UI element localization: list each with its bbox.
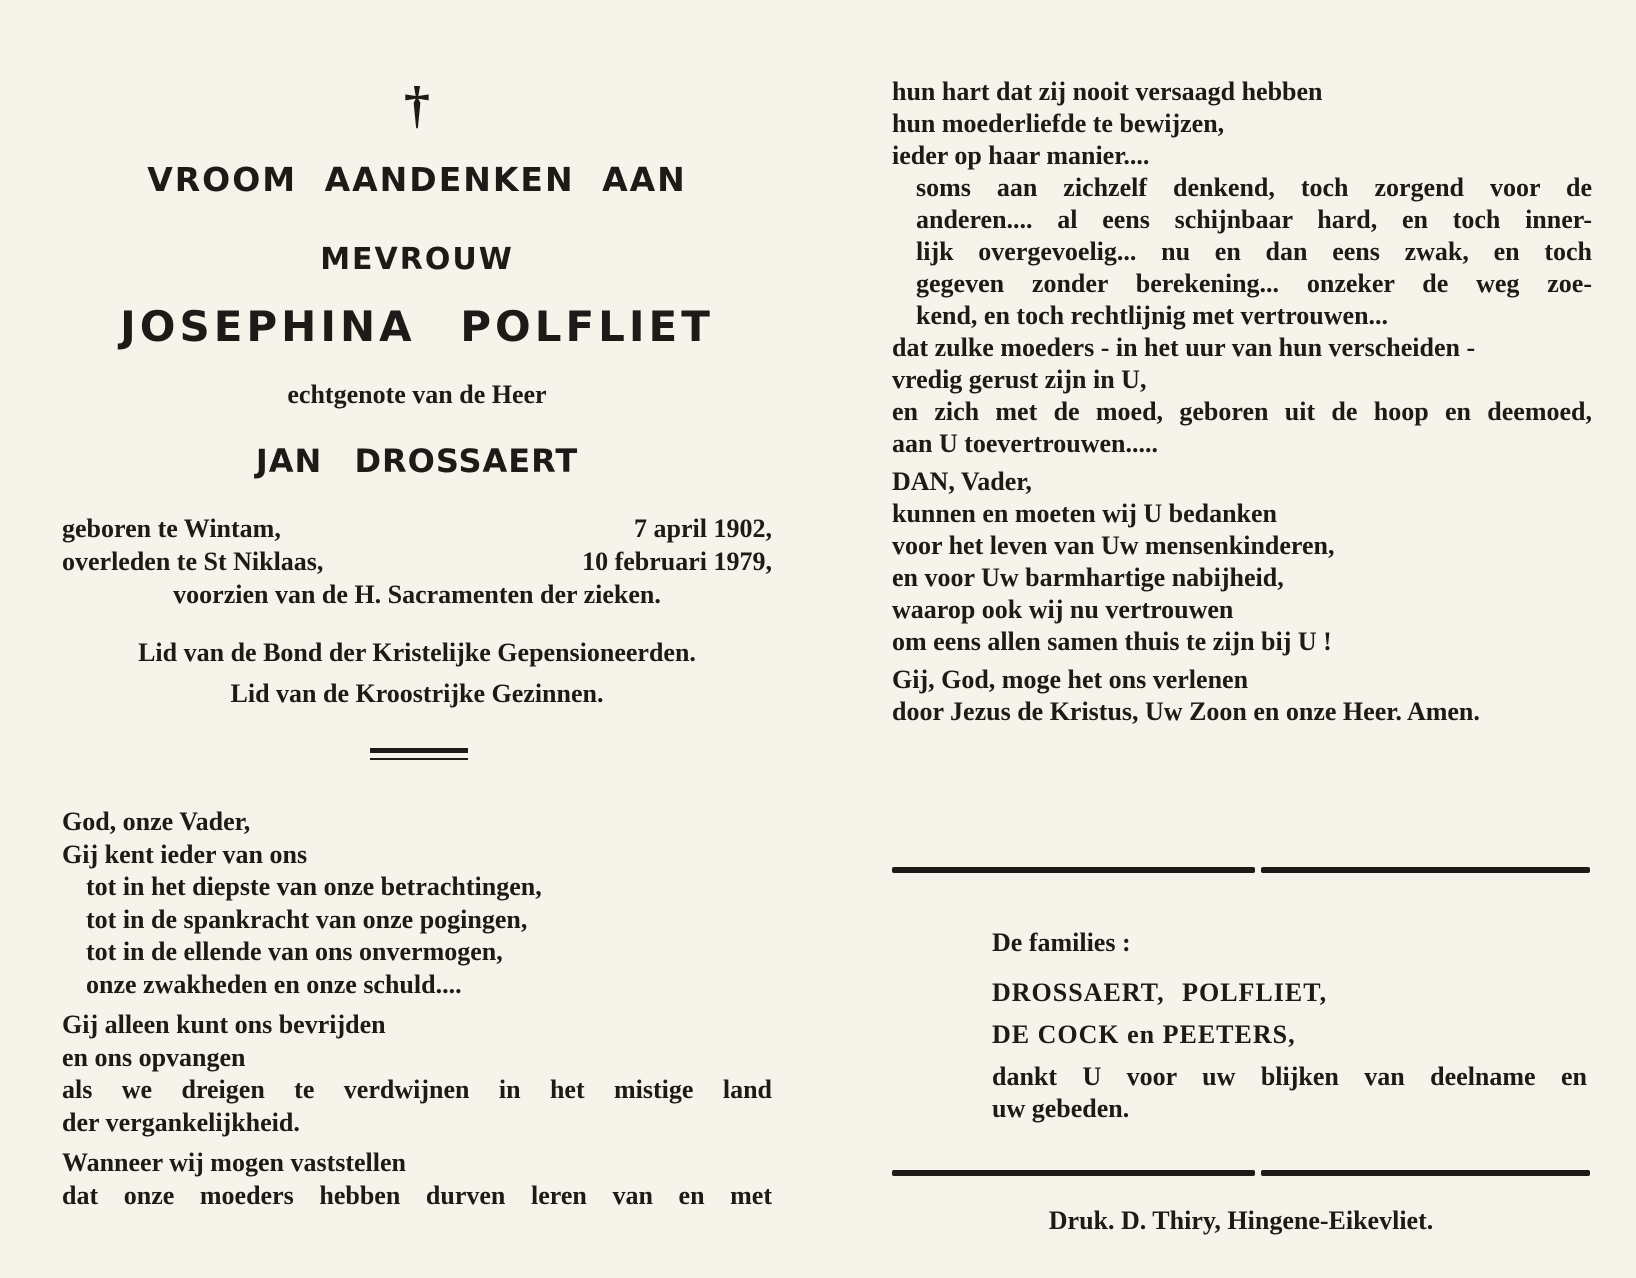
deceased-name: JOSEPHINA POLFLIET bbox=[120, 302, 714, 351]
death-place: overleden te St Niklaas, bbox=[62, 547, 324, 576]
families-intro: De families : bbox=[992, 928, 1131, 957]
prayer-line: tot in het diepste van onze betrachtingen, bbox=[86, 872, 542, 901]
prayer-line: aan U toevertrouwen..... bbox=[892, 429, 1158, 458]
prayer-line: en ons opvangen bbox=[62, 1042, 246, 1072]
prayer-line: om eens allen samen thuis te zijn bij U ! bbox=[892, 627, 1332, 656]
salutation: MEVROUW bbox=[320, 242, 514, 277]
card-title: VROOM AANDENKEN AAN bbox=[147, 160, 687, 199]
prayer-line: der vergankelijkheid. bbox=[62, 1107, 300, 1137]
section-rule bbox=[892, 1170, 1590, 1176]
prayer-left bbox=[62, 806, 772, 1212]
family-names-2: DE COCK en PEETERS, bbox=[992, 1020, 1296, 1049]
prayer-line: als we dreigen te verdwijnen in het mistige land bbox=[62, 1075, 772, 1104]
prayer-line: dat zulke moeders - in het uur van hun verscheiden - bbox=[892, 333, 1476, 362]
prayer-line: en voor Uw barmhartige nabijheid, bbox=[892, 563, 1284, 592]
family-names-1: DROSSAERT, POLFLIET, bbox=[992, 978, 1328, 1007]
prayer-line: ieder op haar manier.... bbox=[892, 141, 1150, 170]
prayer-line: hun hart dat zij nooit versaagd hebben bbox=[892, 77, 1323, 106]
prayer-line: Gij, God, moge het ons verlenen bbox=[892, 665, 1249, 694]
prayer-line: hun moederliefde te bewijzen, bbox=[892, 109, 1225, 138]
death-date: 10 februari 1979, bbox=[582, 547, 772, 576]
thanks-line-2: uw gebeden. bbox=[992, 1094, 1130, 1123]
prayer-line: onze zwakheden en onze schuld.... bbox=[86, 969, 462, 999]
prayer-line: Wanneer wij mogen vaststellen bbox=[62, 1148, 406, 1177]
spouse-intro: echtgenote van de Heer bbox=[287, 380, 547, 409]
prayer-line: door Jezus de Kristus, Uw Zoon en onze Heer. Amen. bbox=[892, 697, 1480, 726]
membership-line-2: Lid van de Kroostrijke Gezinnen. bbox=[230, 679, 604, 708]
prayer-right bbox=[892, 76, 1592, 728]
printer-credit: Druk. D. Thiry, Hingene-Eikevliet. bbox=[1048, 1206, 1434, 1235]
prayer-line: God, onze Vader, bbox=[62, 807, 251, 836]
prayer-line: voor het leven van Uw mensenkinderen, bbox=[892, 531, 1335, 560]
prayer-line: tot in de spankracht van onze pogingen, bbox=[86, 904, 528, 934]
sacraments-line: voorzien van de H. Sacramenten der zieken. bbox=[173, 580, 661, 609]
prayer-line: kend, en toch rechtlijnig met vertrouwen... bbox=[916, 301, 1389, 330]
prayer-line: lijk overgevoelig... nu en dan eens zwak, en toch bbox=[916, 237, 1592, 266]
prayer-line: tot in de ellende van ons onvermogen, bbox=[86, 937, 503, 966]
prayer-line: en zich met de moed, geboren uit de hoop en deemoed, bbox=[892, 397, 1592, 426]
prayer-line: DAN, Vader, bbox=[892, 467, 1032, 496]
prayer-line: Gij alleen kunt ons bevrijden bbox=[62, 1010, 386, 1039]
cross-icon: † bbox=[404, 77, 430, 134]
spouse-name: JAN DROSSAERT bbox=[255, 442, 579, 480]
prayer-line: soms aan zichzelf denkend, toch zorgend voor de bbox=[916, 173, 1592, 202]
thanks-line-1: dankt U voor uw blijken van deelname en bbox=[992, 1062, 1587, 1091]
prayer-line: waarop ook wij nu vertrouwen bbox=[892, 595, 1234, 624]
section-rule bbox=[892, 867, 1590, 873]
prayer-line: kunnen en moeten wij U bedanken bbox=[892, 499, 1278, 528]
ornamental-divider bbox=[370, 748, 468, 760]
birth-place: geboren te Wintam, bbox=[62, 514, 281, 543]
membership-line-1: Lid van de Bond der Kristelijke Gepensioneerden. bbox=[138, 638, 696, 667]
right-panel bbox=[892, 70, 1592, 1250]
prayer-line: vredig gerust zijn in U, bbox=[892, 365, 1147, 394]
prayer-line: gegeven zonder berekening... onzeker de weg zoe- bbox=[916, 269, 1592, 298]
left-panel bbox=[62, 70, 772, 1250]
prayer-line: anderen.... al eens schijnbaar hard, en toch inner- bbox=[916, 205, 1592, 234]
prayer-line: Gij kent ieder van ons bbox=[62, 839, 308, 869]
prayer-line: dat onze moeders hebben durven leren van en met bbox=[62, 1180, 772, 1210]
birth-date: 7 april 1902, bbox=[634, 514, 772, 543]
